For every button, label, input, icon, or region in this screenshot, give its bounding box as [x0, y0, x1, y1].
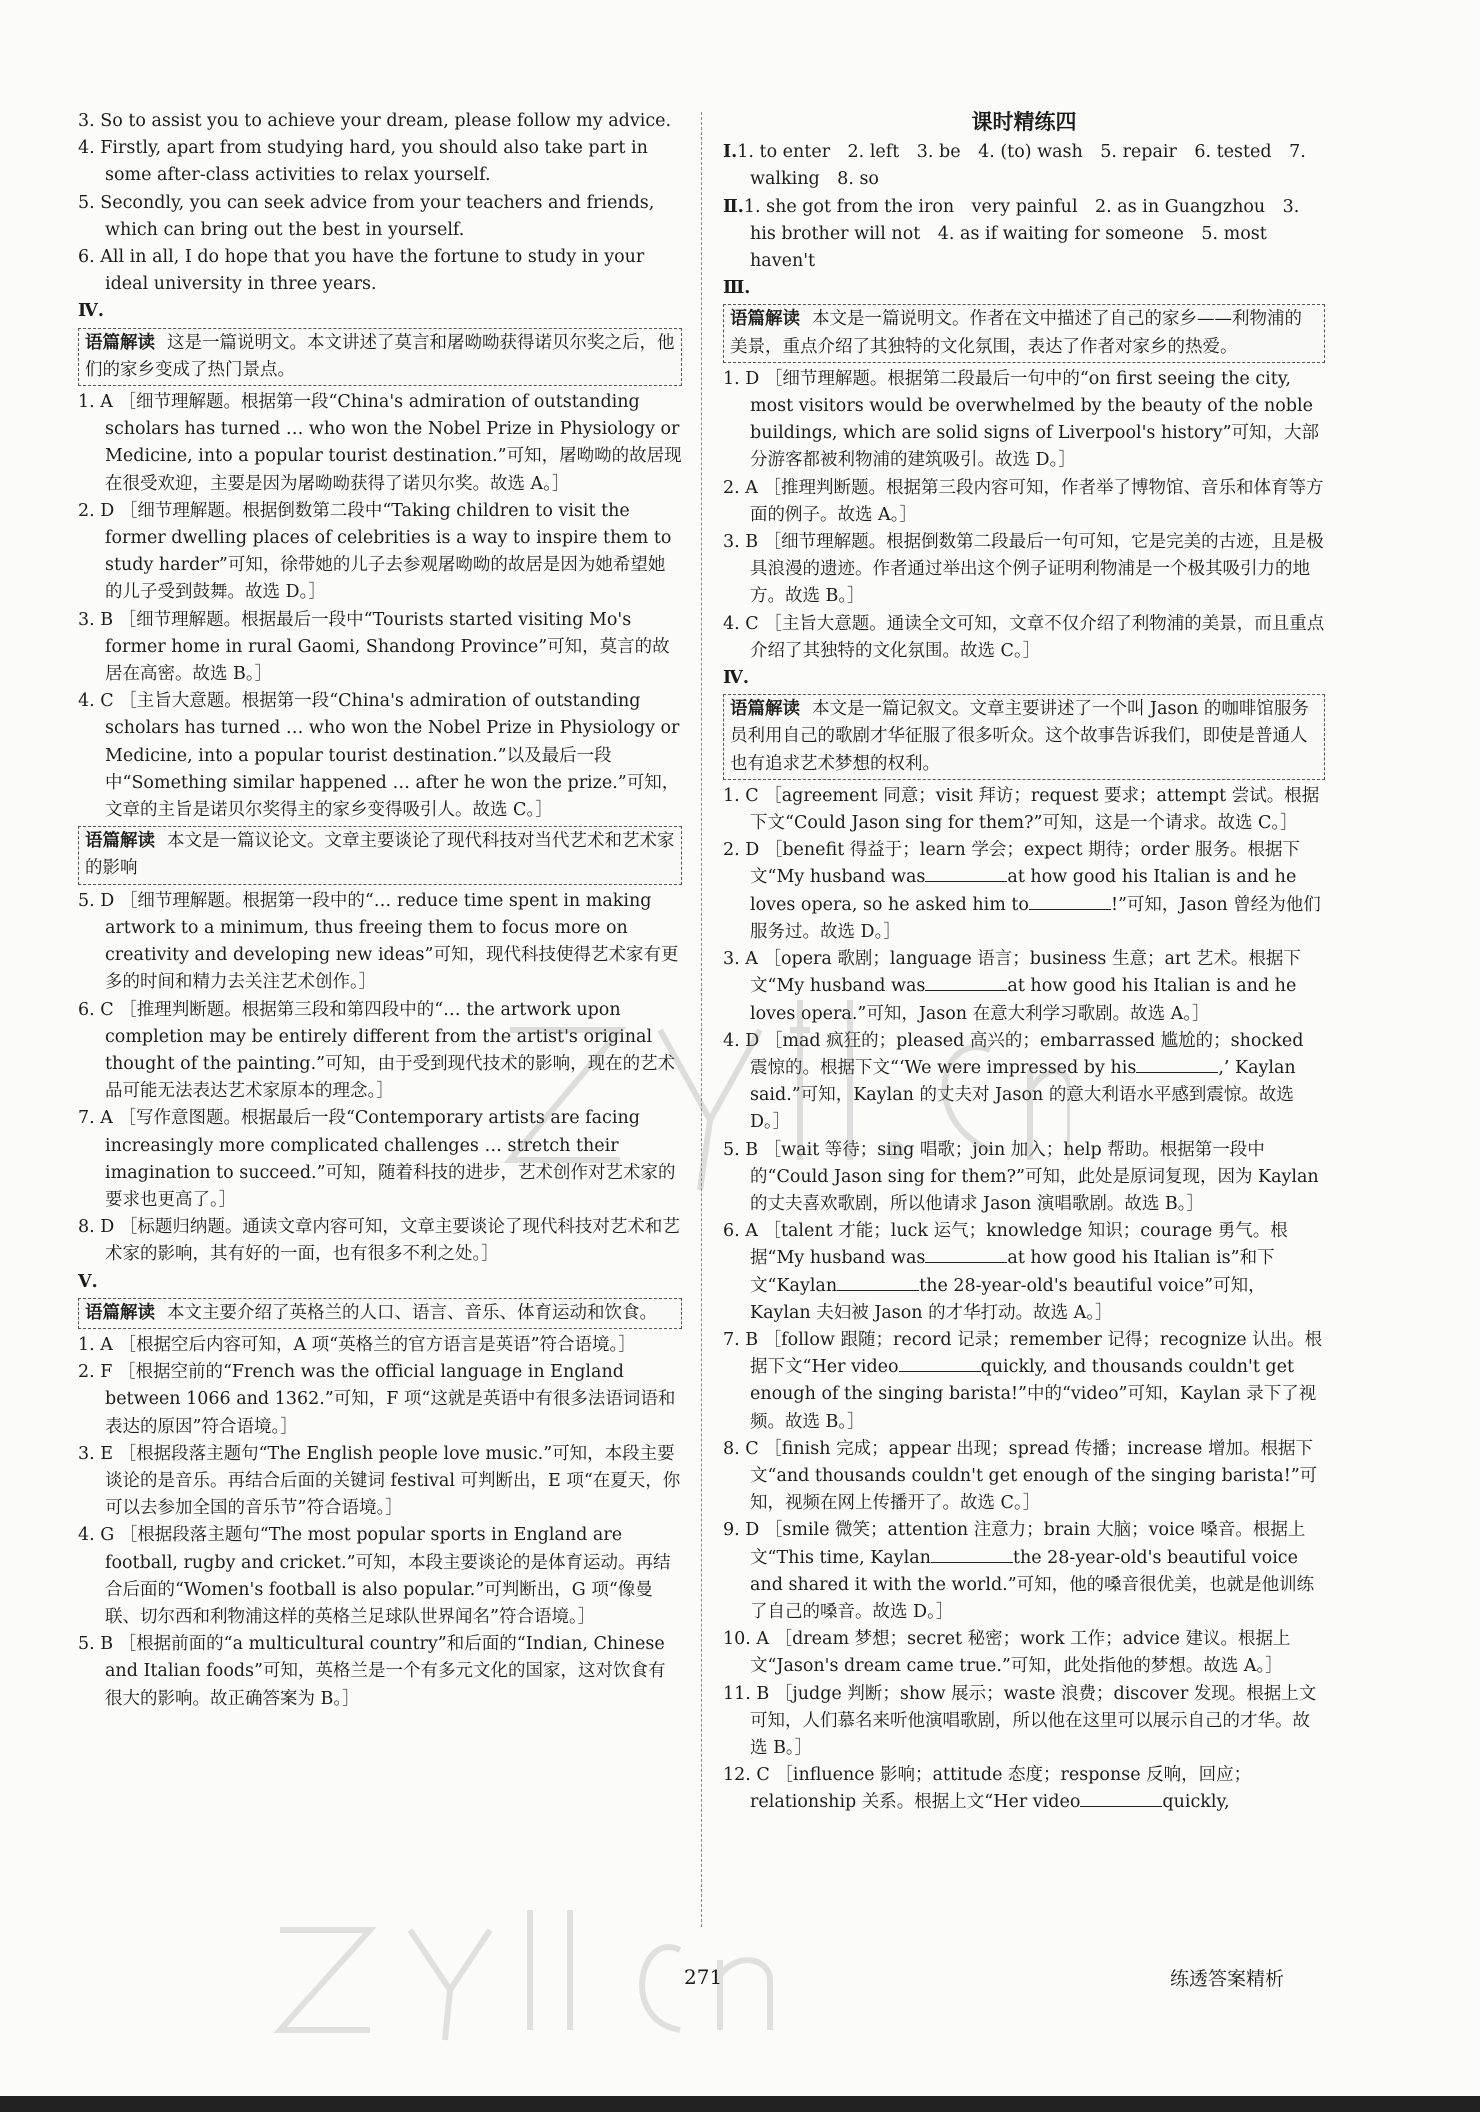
- passage-summary-box: [723, 694, 1325, 780]
- passage-summary-text: 本文是一篇议论文。文章主要谈论了现代科技对当代艺术和艺术家的影响: [85, 831, 675, 879]
- section-1-answers: 1. to enter 2. left 3. be 4. (to) wash 5. repair 6. tested 7. walking 8. so: [737, 142, 1306, 190]
- answer-item: [723, 783, 1325, 837]
- answer-text: ,’ Kaylan said.”可知，Kaylan 的丈夫对 Jason 的意大利语水平感到震惊。故选 D。］: [750, 1057, 1296, 1133]
- intro-item: 5. Secondly, you can seek advice from your teachers and friends, which can bring out the best in yourself.: [78, 192, 655, 240]
- section-2: [723, 194, 1325, 276]
- answer-text: 6. A ［talent 才能；luck 运气；knowledge 知识；courage 勇气。根据“My husband was: [723, 1221, 1288, 1269]
- column-divider: [701, 112, 702, 1927]
- passage-summary-text: 本文是一篇说明文。作者在文中描述了自己的家乡——利物浦的美景，重点介绍了其独特的文化氛围，表达了作者对家乡的热爱。: [730, 309, 1302, 357]
- passage-summary-tag: 语篇解读: [85, 831, 155, 852]
- answer-item: 3. E ［根据段落主题句“The English people love music.”可知，本段主要谈论的是音乐。再结合后面的关键词 festival 可判断出，E 项“在夏天，你可以去参加全国的音乐节”符合语境。］: [78, 1443, 681, 1519]
- answer-text: 1. C ［agreement 同意；visit 拜访；request 要求；attempt 尝试。根据下文“Could Jason sing for them?”可知，这是一个请求。故选 C。］: [723, 785, 1320, 834]
- blank-line: [1029, 895, 1111, 910]
- right-column: [723, 108, 1325, 1817]
- passage-summary-text: 本文主要介绍了英格兰的人口、语言、音乐、体育运动和饮食。: [167, 1302, 657, 1323]
- answer-text: 3. A ［opera 歌剧；language 语言；business 生意；art 艺术。根据下文“My husband was: [723, 949, 1301, 997]
- answer-item: [723, 1137, 1325, 1219]
- bottom-rule: [0, 2096, 1480, 2112]
- answer-item: 2. D ［细节理解题。根据倒数第二段中“Taking children to visit the former dwelling places of celebrities is a way to inspire them to study harder”可知，徐带她的儿子去参观屠呦呦的故居是因为她希望她的儿子受到鼓舞。故选 D。］: [78, 500, 672, 603]
- answer-text: quickly,: [1162, 1792, 1230, 1813]
- footer-label: 练透答案精析: [1170, 1968, 1285, 1990]
- answer-text: 12. C ［influence 影响；attitude 态度；response 反响，回应；relationship 关系。根据上文“Her video: [723, 1765, 1252, 1813]
- answer-item: [723, 1327, 1325, 1436]
- answer-item: 5. D ［细节理解题。根据第一段中的“… reduce time spent in making artwork to a minimum, thus freeing them to focus more on creativity and developing new ideas”可知，现代科技使得艺术家有更多的时间和精力去关注艺术创作。］: [78, 890, 679, 993]
- answer-text: 7. B ［follow 跟随；record 记录；remember 记得；recognize 认出。根据下文“Her video: [723, 1329, 1323, 1378]
- answer-item: [723, 1681, 1325, 1763]
- answer-item: [723, 1028, 1325, 1137]
- passage-summary-box: [78, 1298, 682, 1329]
- answer-text: at how good his Italian is and he loves opera, so he asked him to: [750, 867, 1297, 915]
- passage-summary-box: [78, 826, 682, 884]
- section-title: 课时精练四: [971, 109, 1077, 134]
- answer-item: [723, 1517, 1325, 1626]
- answer-item: 1. D ［细节理解题。根据第二段最后一句中的“on first seeing the city, most visitors would be overwhelmed by the beauty of the noble buildings, which are solid signs of Liverpool's history”可知，大部分游客都被利物浦的建筑吸引。故选 D。］: [723, 368, 1320, 471]
- answer-text: 5. B ［wait 等待；sing 唱歌；join 加入；help 帮助。根据第一段中的“Could Jason sing for them?”可知，此处是原词复现，因为 Kaylan 的丈夫喜欢歌剧，所以他请求 Jason 演唱歌剧。故选 B。］: [723, 1139, 1319, 1214]
- blank-line: [1136, 1058, 1218, 1073]
- answer-item: 4. G ［根据段落主题句“The most popular sports in England are football, rugby and cricket.”可知，本段主要谈论的是体育运动。再结合后面的“Women's football is also popular.”可判断出，G 项“像曼联、切尔西和利物浦这样的英格兰足球队世界闻名”符合语境。］: [78, 1525, 671, 1627]
- blank-line: [931, 1548, 1013, 1563]
- blank-line: [837, 1276, 919, 1291]
- answer-item: 4. C ［主旨大意题。根据第一段“China's admiration of outstanding scholars has turned … who won the Nobel Prize in Physiology or Medicine, into a popular tourist destination.”以及最后一段中“Something similar happened … after he won the prize.”可知，文章的主旨是诺贝尔奖得主的家乡变得吸引人。故选 C。］: [78, 691, 680, 821]
- answer-item: [723, 1218, 1325, 1327]
- answer-text: !”可知，Jason 曾经为他们服务过。故选 D。］: [750, 894, 1321, 942]
- section-label-4-right: Ⅳ.: [723, 668, 749, 689]
- answer-text: the 28-year-old's beautiful voice”可知，Kaylan 夫妇被 Jason 的才华打动。故选 A。］: [750, 1275, 1266, 1323]
- answer-item: [723, 1626, 1325, 1680]
- passage-summary-text: 本文是一篇记叙文。文章主要讲述了一个叫 Jason 的咖啡馆服务员利用自己的歌剧才华征服了很多听众。这个故事告诉我们，即使是普通人也有追求艺术梦想的权利。: [730, 699, 1309, 774]
- left-column: [78, 108, 682, 1713]
- blank-line: [899, 1357, 981, 1372]
- passage-summary-tag: 语篇解读: [730, 309, 800, 330]
- answer-text: the 28-year-old's beautiful voice and shared it with the world.”可知，他的嗓音很优美，也就是他训练了自己的嗓音。故选 D。］: [750, 1547, 1315, 1622]
- passage-summary-tag: 语篇解读: [730, 699, 800, 720]
- answer-item: [723, 1762, 1325, 1816]
- answer-text: 11. B ［judge 判断；show 展示；waste 浪费；discover 发现。根据上文可知，人们慕名来听他演唱歌剧，所以他在这里可以展示自己的才华。故选 B。］: [723, 1683, 1317, 1758]
- intro-item: 3. So to assist you to achieve your dream, please follow my advice.: [78, 111, 672, 131]
- answer-text: 8. C ［finish 完成；appear 出现；spread 传播；increase 增加。根据下文“and thousands couldn't get enough of the singing barista!”可知，视频在网上传播开了。故选 C。］: [723, 1438, 1318, 1514]
- answer-text: 2. D ［benefit 得益于；learn 学会；expect 期待；order 服务。根据下文“My husband was: [723, 840, 1300, 888]
- answer-item: 6. C ［推理判断题。根据第三段和第四段中的“… the artwork upon completion may be entirely different from the artist's original thought of the painting.”可知，由于受到现代技术的影响，现在的艺术品可能无法表达艺术家原本的理念。］: [78, 999, 676, 1102]
- answer-text: at how good his Italian is and he loves opera.”可知，Jason 在意大利学习歌剧。故选 A。］: [750, 976, 1297, 1024]
- answer-item: [723, 1436, 1325, 1518]
- intro-item: 6. All in all, I do hope that you have the fortune to study in your ideal university in three years.: [78, 247, 645, 295]
- section-label-3: Ⅲ.: [723, 278, 751, 299]
- blank-line: [1080, 1792, 1162, 1807]
- section-label-4: Ⅳ.: [78, 301, 104, 322]
- answer-item: [723, 946, 1325, 1028]
- section-2-answers: 1. she got from the iron very painful 2. as in Guangzhou 3. his brother will not 4. as if waiting for someone 5. most haven't: [743, 196, 1300, 272]
- section-label-2: Ⅱ.: [723, 196, 744, 217]
- answer-text: at how good his Italian is”和下文“Kaylan: [750, 1248, 1275, 1296]
- passage-summary-text: 这是一篇说明文。本文讲述了莫言和屠呦呦获得诺贝尔奖之后，他们的家乡变成了热门景点。: [85, 332, 675, 380]
- passage-summary-tag: 语篇解读: [85, 332, 155, 353]
- answer-item: 1. A ［细节理解题。根据第一段“China's admiration of outstanding scholars has turned … who won the Nobel Prize in Physiology or Medicine, into a popular tourist destination.”可知，屠呦呦的故居现在很受欢迎，主要是因为屠呦呦获得了诺贝尔奖。故选 A。］: [78, 392, 682, 494]
- answer-item: 5. B ［根据前面的“a multicultural country”和后面的“Indian, Chinese and Italian foods”可知，英格兰是一个有多元文化的国家，这对饮食有很大的影响。故正确答案为 B。］: [78, 1634, 666, 1709]
- section-label-1: Ⅰ.: [723, 142, 738, 163]
- answer-item: [723, 837, 1325, 946]
- answer-item: 3. B ［细节理解题。根据倒数第二段最后一句可知，它是完美的古迹，且是极具浪漫的遗迹。作者通过举出这个例子证明利物浦是一个极其吸引力的地方。故选 B。］: [723, 532, 1324, 607]
- section-label-5: Ⅴ.: [78, 1271, 98, 1292]
- answer-item: 3. B ［细节理解题。根据最后一段中“Tourists started visiting Mo's former home in rural Gaomi, Shandong Province”可知，莫言的故居在高密。故选 B。］: [78, 609, 670, 685]
- passage-summary-box: [78, 328, 682, 386]
- answer-text: quickly, and thousands couldn't get enough of the singing barista!”中的“video”可知，Kaylan 录下了视频。故选 B。］: [750, 1357, 1317, 1432]
- passage-summary-box: [723, 304, 1325, 362]
- intro-item: 4. Firstly, apart from studying hard, you should also take part in some after-class activities to relax yourself.: [78, 138, 648, 186]
- answer-item: 1. A ［根据空后内容可知，A 项“英格兰的官方语言是英语”符合语境。］: [78, 1334, 636, 1355]
- answer-item: 4. C ［主旨大意题。通读全文可知，文章不仅介绍了利物浦的美景，而且重点介绍了其独特的文化氛围。故选 C。］: [723, 613, 1325, 661]
- answer-text: 9. D ［smile 微笑；attention 注意力；brain 大脑；voice 嗓音。根据上文“This time, Kaylan: [723, 1520, 1306, 1568]
- answer-item: 2. A ［推理判断题。根据第三段内容可知，作者举了博物馆、音乐和体育等方面的例子。故选 A。］: [723, 477, 1324, 525]
- section-1: [723, 139, 1325, 193]
- blank-line: [925, 1248, 1007, 1263]
- blank-line: [925, 867, 1007, 882]
- answer-item: 7. A ［写作意图题。根据最后一段“Contemporary artists are facing increasingly more complicated challenges … stretch their imagination to succeed.”可知，随着科技的进步，艺术创作对艺术家的要求也更高了。］: [78, 1108, 676, 1210]
- answer-text: 4. D ［mad 疯狂的；pleased 高兴的；embarrassed 尴尬的；shocked 震惊的。根据下文“‘We were impressed by his: [723, 1030, 1304, 1078]
- blank-line: [925, 976, 1007, 991]
- answer-item: 2. F ［根据空前的“French was the official language in England between 1066 and 1362.”可知，F 项“这就是英语中有很多法语词语和表达的原因”符合语境。］: [78, 1362, 676, 1437]
- passage-summary-tag: 语篇解读: [85, 1302, 155, 1323]
- page-number: 271: [684, 1965, 723, 1989]
- answer-text: 10. A ［dream 梦想；secret 秘密；work 工作；advice 建议。根据上文“Jason's dream came true.”可知，此处指他的梦想。故选 A。］: [723, 1629, 1291, 1677]
- answer-item: 8. D ［标题归纳题。通读文章内容可知，文章主要谈论了现代科技对艺术和艺术家的影响，其有好的一面，也有很多不利之处。］: [78, 1217, 680, 1265]
- intro-list: [78, 108, 682, 298]
